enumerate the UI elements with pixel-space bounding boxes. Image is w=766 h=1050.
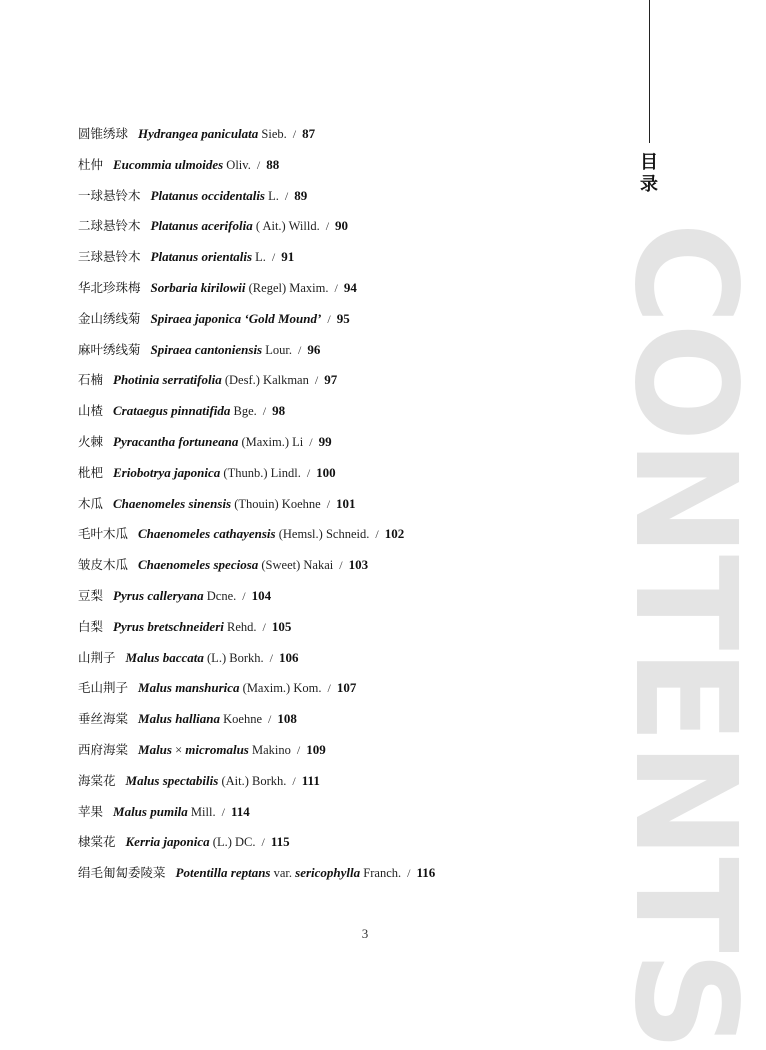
toc-entry-scientific-name: Photinia serratifolia <box>113 372 222 388</box>
toc-entry[interactable] <box>78 802 435 833</box>
toc-entry-scientific-name: Malus <box>138 741 172 757</box>
toc-entry[interactable] <box>78 186 435 217</box>
toc-entry-separator: / <box>325 219 330 234</box>
side-title-char: 目 <box>640 152 658 173</box>
toc-entry-separator: / <box>339 558 343 573</box>
toc-entry[interactable] <box>78 771 435 802</box>
vertical-rule <box>649 0 650 143</box>
toc-entry-authority: Koehne <box>220 712 263 727</box>
toc-entry-chinese-name: 二球悬铃木 <box>78 218 141 234</box>
toc-entry-separator: / <box>262 619 266 634</box>
toc-entry-chinese-name: 木瓜 <box>78 495 104 511</box>
toc-entry-chinese-name: 华北珍珠梅 <box>78 279 141 295</box>
toc-entry[interactable] <box>78 432 435 463</box>
toc-entry-page-number: 101 <box>336 495 356 511</box>
toc-entry-authority: Oliv. <box>223 157 251 172</box>
toc-entry-page-number: 91 <box>281 249 295 265</box>
toc-entry-authority: (Hemsl.) Schneid. <box>275 527 370 542</box>
toc-entry-separator: / <box>297 342 302 357</box>
toc-entry-scientific-name: micromalus <box>185 741 249 757</box>
toc-entry-authority: Mill. <box>187 804 216 819</box>
toc-entry[interactable] <box>78 494 435 525</box>
contents-watermark-text: CONTENTS <box>603 222 766 1050</box>
toc-entry-scientific-name: Malus baccata <box>125 649 204 665</box>
toc-entry[interactable] <box>78 617 435 648</box>
contents-watermark <box>603 222 766 1050</box>
toc-entry[interactable] <box>78 124 435 155</box>
toc-entry[interactable] <box>78 155 435 186</box>
toc-entry-scientific-name: Sorbaria kirilowii <box>150 279 246 295</box>
toc-entry-chinese-name: 毛叶木瓜 <box>78 526 129 542</box>
toc-entry-page-number: 98 <box>272 403 286 419</box>
toc-entry[interactable] <box>78 648 435 679</box>
toc-entry-scientific-name: Malus halliana <box>138 711 221 727</box>
toc-entry-separator: / <box>326 496 331 511</box>
toc-entry-chinese-name: 白梨 <box>78 618 104 634</box>
toc-entry-page-number: 114 <box>230 803 250 819</box>
toc-entry-scientific-name: Malus pumila <box>113 803 188 819</box>
toc-entry-chinese-name: 三球悬铃木 <box>78 249 141 265</box>
toc-entry-separator: / <box>375 527 379 542</box>
toc-entry-chinese-name: 枇杷 <box>78 464 104 480</box>
toc-entry-scientific-name: Pyracantha fortuneana <box>113 433 239 449</box>
toc-entry-authority: Bge. <box>230 404 257 419</box>
toc-entry-chinese-name: 火棘 <box>78 433 104 449</box>
toc-entry[interactable] <box>78 278 435 309</box>
toc-entry-page-number: 115 <box>270 834 290 850</box>
toc-entry-scientific-name: Crataegus pinnatifida <box>113 403 231 419</box>
side-title-char: 录 <box>640 174 658 195</box>
toc-entry-separator: / <box>327 311 331 326</box>
toc-entry-chinese-name: 毛山荆子 <box>78 680 129 696</box>
toc-entry-scientific-name: Eucommia ulmoides <box>113 156 224 172</box>
toc-entry-scientific-name: Chaenomeles speciosa <box>138 557 259 573</box>
toc-entry-page-number: 109 <box>306 741 326 757</box>
toc-entry[interactable] <box>78 463 435 494</box>
toc-entry-page-number: 116 <box>416 865 436 881</box>
toc-entry[interactable] <box>78 586 435 617</box>
toc-entry[interactable] <box>78 524 435 555</box>
toc-entry-scientific-name: Malus spectabilis <box>125 772 219 788</box>
toc-entry-authority: Rehd. <box>223 619 257 634</box>
toc-entry[interactable] <box>78 740 435 771</box>
side-title <box>638 152 660 196</box>
toc-entry-authority: × <box>171 742 186 757</box>
toc-entry-separator: / <box>256 157 261 172</box>
toc-entry-authority: Dcne. <box>203 588 237 603</box>
toc-entry-separator: / <box>269 650 273 665</box>
toc-entry-separator: / <box>271 250 276 265</box>
toc-entry-separator: / <box>314 373 319 388</box>
toc-entry-chinese-name: 棣棠花 <box>78 834 116 850</box>
toc-entry-chinese-name: 麻叶绣线菊 <box>78 341 141 357</box>
toc-entry-authority: (Desf.) Kalkman <box>221 373 309 388</box>
toc-entry-chinese-name: 绢毛匍匐委陵菜 <box>78 865 166 881</box>
toc-entry-scientific-name: Spiraea japonica <box>150 310 242 326</box>
toc-entry-separator: / <box>327 681 331 696</box>
toc-entry-page-number: 95 <box>336 310 350 326</box>
toc-entry[interactable] <box>78 401 435 432</box>
toc-entry-chinese-name: 山荆子 <box>78 649 116 665</box>
toc-entry-separator: / <box>221 804 225 819</box>
toc-entry[interactable] <box>78 216 435 247</box>
toc-entry-scientific-name: sericophylla <box>295 865 361 881</box>
toc-entry-authority: (Thunb.) Lindl. <box>220 465 301 480</box>
toc-entry-scientific-name: Chaenomeles cathayensis <box>138 526 276 542</box>
toc-entry-authority: L. <box>252 250 266 265</box>
toc-entry-authority: (L.) Borkh. <box>203 650 264 665</box>
toc-entry[interactable] <box>78 247 435 278</box>
toc-entry-scientific-name: Platanus orientalis <box>150 249 253 265</box>
toc-entry-scientific-name: Malus manshurica <box>138 680 240 696</box>
toc-entry[interactable] <box>78 340 435 371</box>
toc-entry-page-number: 105 <box>271 618 292 634</box>
toc-entry-scientific-name: Pyrus bretschneideri <box>113 618 224 634</box>
toc-entry-chinese-name: 山楂 <box>78 403 104 419</box>
toc-entry[interactable] <box>78 555 435 586</box>
toc-entry-authority: ( Ait.) Willd. <box>252 219 320 234</box>
toc-entry-scientific-name: Potentilla reptans <box>175 865 271 881</box>
toc-entry[interactable] <box>78 678 435 709</box>
toc-entry-authority: Sieb. <box>258 127 287 141</box>
toc-entry-separator: / <box>334 280 338 295</box>
toc-entry-page-number: 87 <box>302 126 316 141</box>
toc-entry-separator: / <box>306 465 311 480</box>
toc-entry[interactable] <box>78 832 435 863</box>
toc-entry-authority: Makino <box>248 742 291 757</box>
toc-entry-chinese-name: 苹果 <box>78 803 104 819</box>
toc-entry-authority: (Sweet) Nakai <box>258 558 334 573</box>
toc-entry-chinese-name: 豆梨 <box>78 587 104 603</box>
toc-entry-scientific-name: Kerria japonica <box>125 834 210 850</box>
toc-entry-separator: / <box>309 434 313 449</box>
toc-entry-authority: Franch. <box>360 866 402 881</box>
toc-entry-chinese-name: 海棠花 <box>78 772 116 788</box>
toc-entry-authority: (L.) DC. <box>209 835 256 850</box>
toc-entry[interactable] <box>78 309 435 340</box>
toc-entry-authority: (Maxim.) Li <box>238 434 304 449</box>
toc-entry-chinese-name: 皱皮木瓜 <box>78 557 129 573</box>
toc-entry-page-number: 111 <box>301 772 320 788</box>
toc-entry-separator: / <box>284 188 289 203</box>
toc-entry-page-number: 103 <box>348 557 369 573</box>
toc-entry-separator: / <box>261 835 265 850</box>
toc-list <box>78 124 435 894</box>
toc-entry-page-number: 94 <box>343 279 357 295</box>
toc-entry-page-number: 100 <box>316 464 336 480</box>
toc-entry-page-number: 96 <box>307 341 321 357</box>
toc-entry-authority: (Thouin) Koehne <box>231 496 321 511</box>
toc-entry-scientific-name: Hydrangea paniculata <box>138 126 259 141</box>
toc-entry-page-number: 107 <box>336 680 357 696</box>
toc-entry-page-number: 104 <box>251 587 272 603</box>
toc-entry-chinese-name: 杜仲 <box>78 156 104 172</box>
toc-entry-chinese-name: 圆锥绣球 <box>78 126 129 141</box>
toc-entry-separator: / <box>292 773 296 788</box>
toc-entry-authority: L. <box>265 188 279 203</box>
toc-entry-page-number: 106 <box>278 649 299 665</box>
toc-entry-authority: (Maxim.) Kom. <box>239 681 322 696</box>
toc-entry-scientific-name: Eriobotrya japonica <box>113 464 221 480</box>
toc-entry-chinese-name: 垂丝海棠 <box>78 711 129 727</box>
toc-entry-separator: / <box>292 127 297 141</box>
toc-entry-authority: var. <box>270 866 296 881</box>
toc-entry-separator: / <box>407 866 411 881</box>
toc-entry-page-number: 90 <box>335 218 349 234</box>
toc-entry-authority: (Ait.) Borkh. <box>218 773 287 788</box>
toc-entry[interactable] <box>78 709 435 740</box>
toc-entry-page-number: 88 <box>266 156 280 172</box>
toc-entry[interactable] <box>78 370 435 401</box>
toc-entry-page-number: 89 <box>294 187 308 203</box>
toc-entry-scientific-name: ‘Gold Mound’ <box>241 310 322 326</box>
toc-entry-separator: / <box>242 588 246 603</box>
toc-entry-separator: / <box>268 712 272 727</box>
toc-entry-authority: Lour. <box>262 342 292 357</box>
toc-entry-scientific-name: Platanus acerifolia <box>150 218 253 234</box>
toc-entry-authority: (Regel) Maxim. <box>245 280 329 295</box>
toc-entry-page-number: 108 <box>277 711 297 727</box>
page-number: 3 <box>361 926 369 941</box>
toc-entry-page-number: 97 <box>324 372 338 388</box>
toc-entry-scientific-name: Pyrus calleryana <box>113 587 204 603</box>
toc-entry-chinese-name: 西府海棠 <box>78 741 129 757</box>
toc-entry-scientific-name: Chaenomeles sinensis <box>113 495 232 511</box>
toc-entry-separator: / <box>262 404 267 419</box>
toc-entry-chinese-name: 石楠 <box>78 372 104 388</box>
toc-entry-chinese-name: 一球悬铃木 <box>78 187 141 203</box>
toc-entry-scientific-name: Platanus occidentalis <box>150 187 265 203</box>
toc-entry-separator: / <box>296 742 301 757</box>
toc-entry-page-number: 99 <box>318 433 332 449</box>
toc-entry-chinese-name: 金山绣线菊 <box>78 310 141 326</box>
toc-entry-scientific-name: Spiraea cantoniensis <box>150 341 263 357</box>
toc-entry-page-number: 102 <box>384 526 405 542</box>
toc-entry[interactable] <box>78 863 435 894</box>
